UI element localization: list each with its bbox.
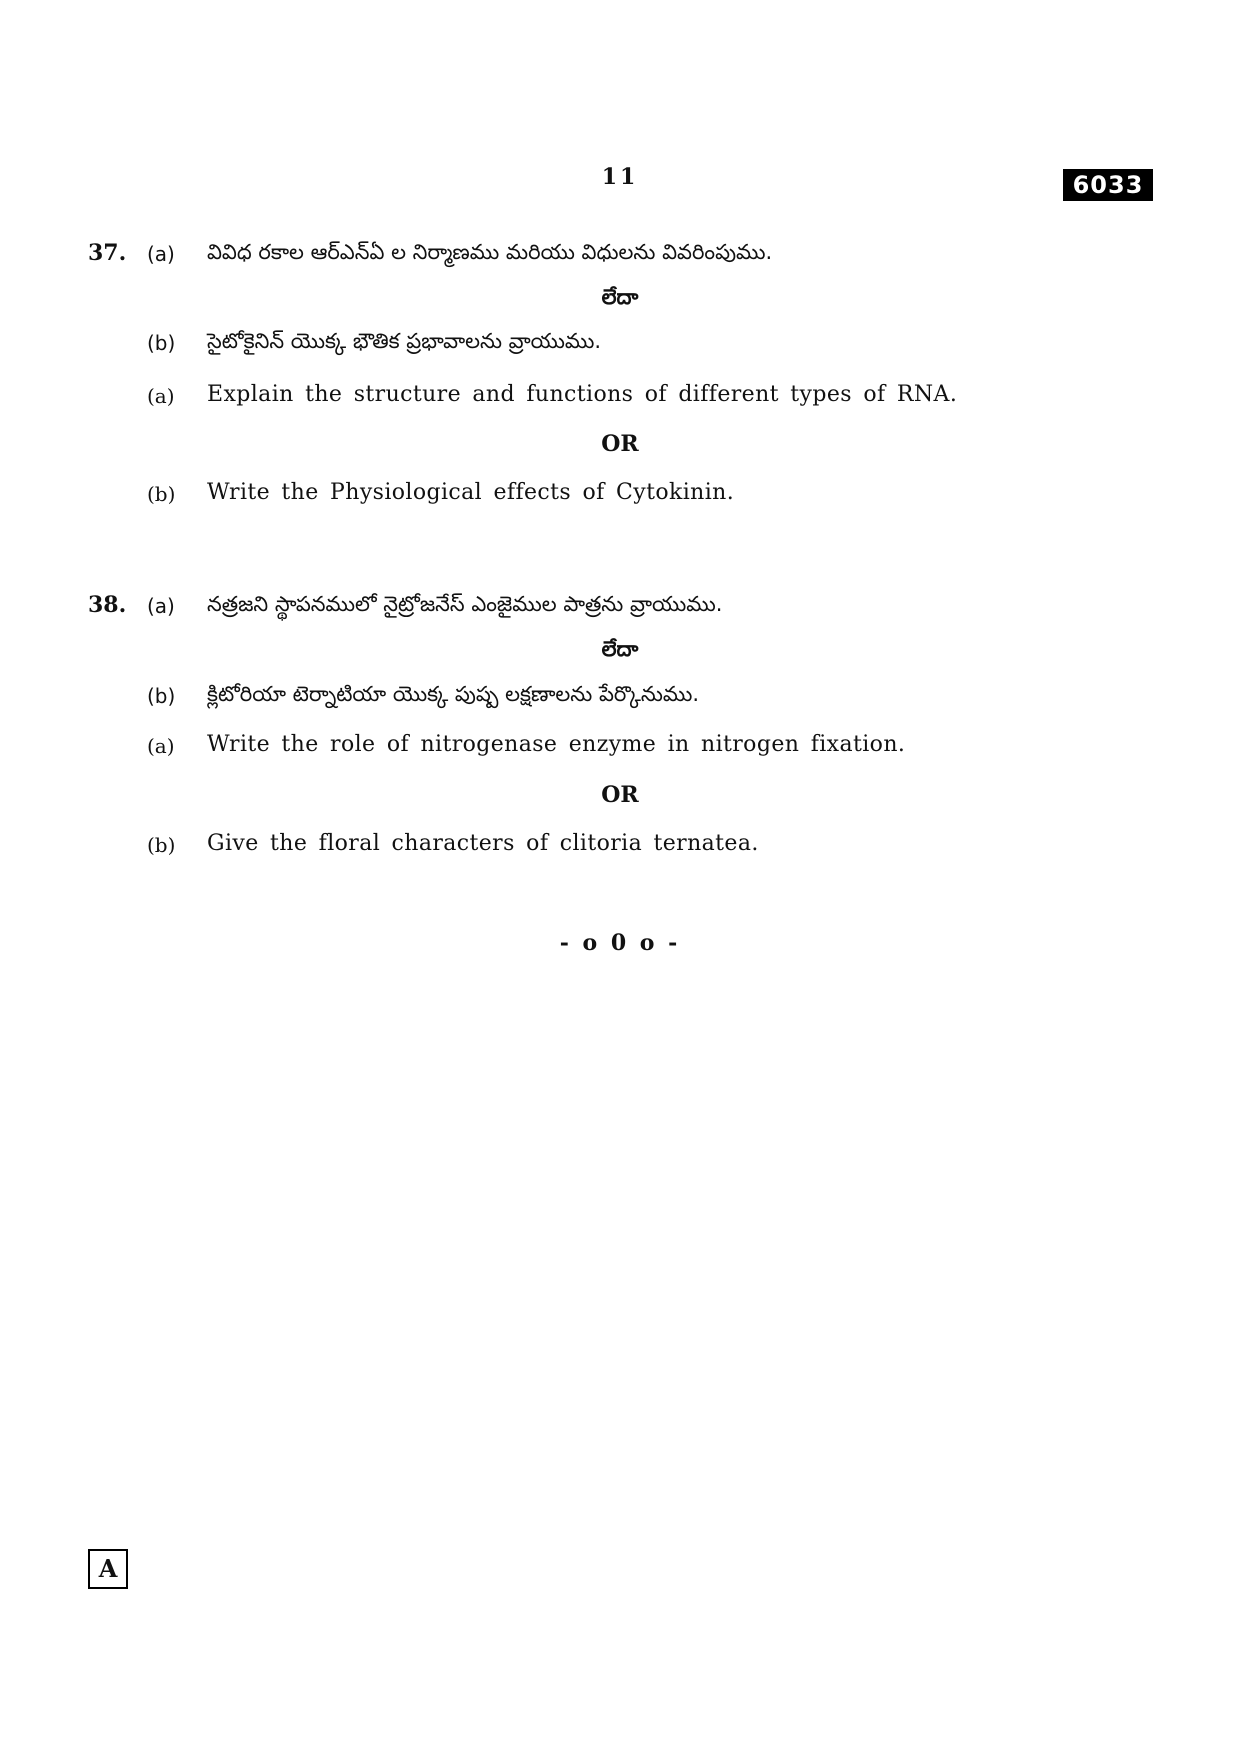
part-label: (b) (147, 331, 176, 355)
series-letter-box: A (88, 1549, 128, 1589)
end-of-paper-mark: - o 0 o - (559, 930, 681, 956)
or-label-telugu: లేదా (601, 637, 639, 661)
question-text-telugu: క్లిటోరియా టెర్నాటియా యొక్క పుష్ప లక్షణాలను పేర్కొనుము. (207, 682, 700, 706)
or-label: OR (601, 782, 639, 808)
question-text-english: Give the floral characters of clitoria ternatea. (207, 831, 759, 856)
part-label: (a) (147, 594, 175, 618)
question-text-english: Write the role of nitrogenase enzyme in nitrogen fixation. (207, 732, 906, 757)
part-label: (a) (147, 384, 175, 408)
part-label: (a) (147, 734, 175, 758)
page-number: 11 (601, 164, 639, 190)
or-label: OR (601, 431, 639, 457)
part-label: (b) (147, 684, 176, 708)
part-label: (a) (147, 242, 175, 266)
question-text-english: Write the Physiological effects of Cytokinin. (207, 480, 735, 505)
paper-code-badge: 6033 (1063, 169, 1153, 201)
question-text-english: Explain the structure and functions of different types of RNA. (207, 382, 958, 407)
question-text-telugu: సైటోకైనిన్ యొక్క భౌతిక ప్రభావాలను వ్రాయుము. (207, 329, 602, 353)
question-text-telugu: వివిధ రకాల ఆర్ఎన్ఏ ల నిర్మాణము మరియు విధులను వివరింపుము. (207, 240, 773, 264)
or-label-telugu: లేదా (601, 285, 639, 309)
question-number: 38. (88, 592, 127, 618)
part-label: (b) (147, 482, 176, 506)
part-label: (b) (147, 833, 176, 857)
question-number: 37. (88, 240, 127, 266)
question-text-telugu: నత్రజని స్థాపనములో నైట్రోజనేస్ ఎంజైముల పాత్రను వ్రాయుము. (207, 592, 723, 616)
